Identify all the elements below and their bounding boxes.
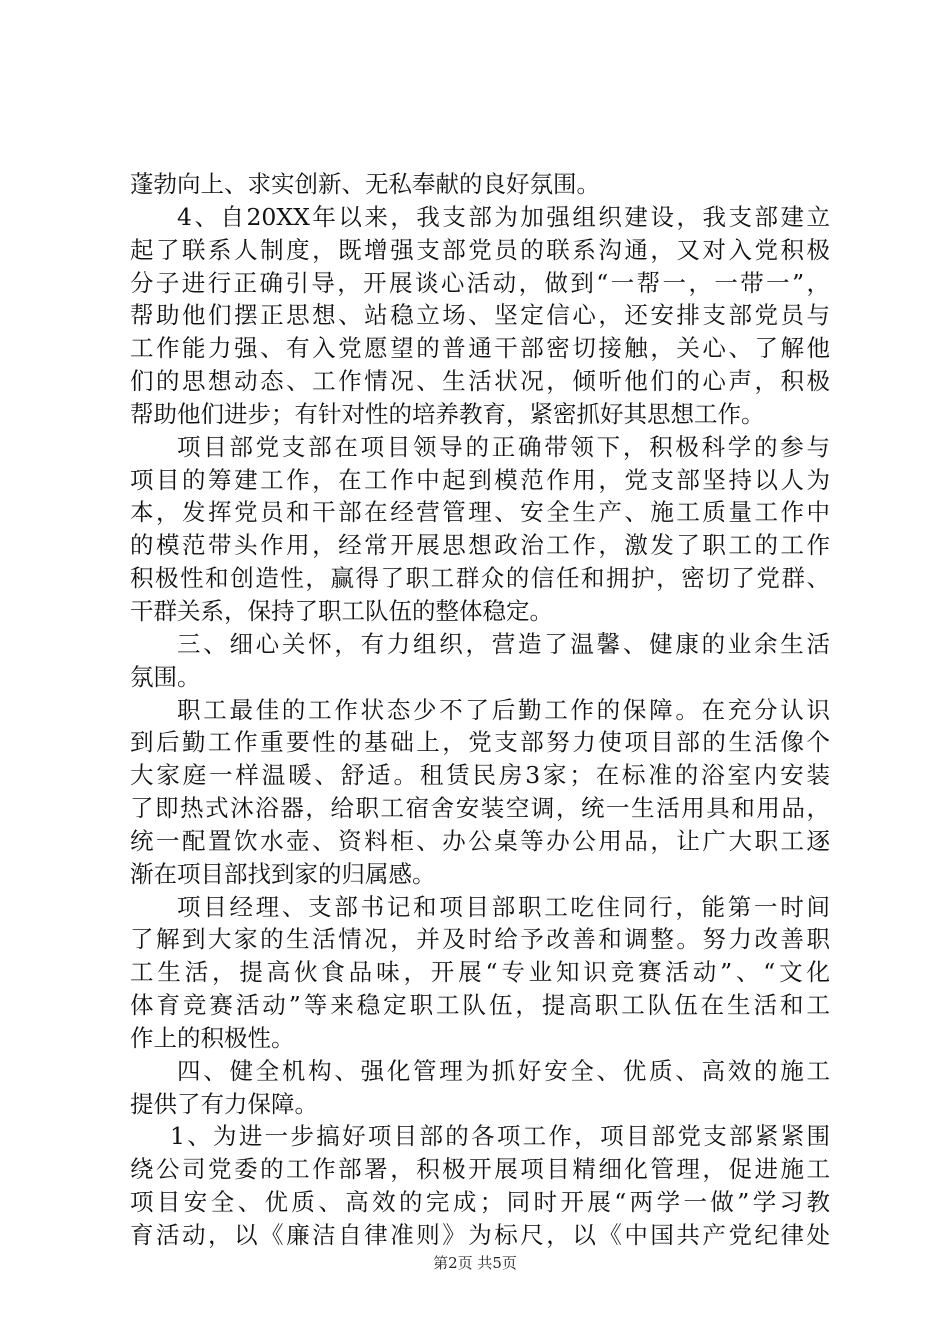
- text-line: 渐在项目部找到家的归属感。: [130, 859, 436, 888]
- text-line: 项目经理、支部书记和项目部职工吃住同行，能第一时间: [177, 892, 830, 921]
- text-line: 帮助他们进步；有针对性的培养教育，紧密抓好其思想工作。: [130, 399, 765, 428]
- text-line: 职工最佳的工作状态少不了后勤工作的保障。在充分认识: [177, 695, 830, 724]
- text-line: 起了联系人制度，既增强支部党员的联系沟通，又对入党积极: [130, 235, 830, 264]
- text-line: 积极性和创造性，赢得了职工群众的信任和拥护，密切了党群、: [130, 564, 830, 593]
- text-line: 1、为进一步搞好项目部的各项工作，项目部党支部紧紧围: [170, 1122, 830, 1151]
- text-line: 干群关系，保持了职工队伍的整体稳定。: [130, 596, 553, 625]
- text-line: 了即热式沐浴器，给职工宿舍安装空调，统一生活用具和用品，: [130, 794, 830, 823]
- text-line: 育活动，以《廉洁自律准则》为标尺，以《中国共产党纪律处: [130, 1221, 830, 1249]
- document-body: [130, 168, 830, 1252]
- text-line: 工生活，提高伙食品味，开展“专业知识竞赛活动”、“文化: [130, 958, 830, 987]
- text-line: 大家庭一样温暖、舒适。租赁民房3家；在标准的浴室内安装: [130, 761, 830, 790]
- text-line: 三、细心关怀，有力组织，营造了温馨、健康的业余生活: [177, 629, 830, 658]
- text-line: 提供了有力保障。: [130, 1089, 318, 1118]
- text-line: 工作能力强、有入党愿望的普通干部密切接触，关心、了解他: [130, 334, 830, 363]
- text-line: 分子进行正确引导，开展谈心活动，做到“一帮一，一带一”，: [130, 268, 830, 297]
- text-line: 蓬勃向上、求实创新、无私奉献的良好氛围。: [130, 170, 600, 198]
- text-line: 本，发挥党员和干部在经营管理、安全生产、施工质量工作中: [130, 498, 830, 527]
- page-number-footer: 第2页 共5页: [433, 1254, 517, 1272]
- text-line: 了解到大家的生活情况，并及时给予改善和调整。努力改善职: [130, 925, 830, 954]
- text-line: 项目安全、优质、高效的完成；同时开展“两学一做”学习教: [130, 1188, 830, 1217]
- text-line: 们的思想动态、工作情况、生活状况，倾听他们的心声，积极: [130, 367, 830, 396]
- text-line: 的模范带头作用，经常开展思想政治工作，激发了职工的工作: [130, 531, 830, 560]
- text-line: 绕公司党委的工作部署，积极开展项目精细化管理，促进施工: [130, 1155, 830, 1184]
- text-line: 作上的积极性。: [130, 1023, 295, 1052]
- text-line: 到后勤工作重要性的基础上，党支部努力使项目部的生活像个: [130, 728, 830, 757]
- text-line: 帮助他们摆正思想、站稳立场、坚定信心，还安排支部党员与: [130, 301, 830, 330]
- text-line: 项目的筹建工作，在工作中起到模范作用，党支部坚持以人为: [130, 465, 830, 494]
- text-line: 统一配置饮水壶、资料柜、办公桌等办公用品，让广大职工逐: [130, 826, 830, 855]
- text-line: 氛围。: [130, 662, 201, 691]
- text-line: 体育竞赛活动”等来稳定职工队伍，提高职工队伍在生活和工: [130, 991, 830, 1020]
- text-line: 四、健全机构、强化管理为抓好安全、优质、高效的施工: [177, 1056, 830, 1085]
- text-line: 4、自20XX年以来，我支部为加强组织建设，我支部建立: [177, 202, 830, 231]
- text-line: 项目部党支部在项目领导的正确带领下，积极科学的参与: [177, 432, 830, 461]
